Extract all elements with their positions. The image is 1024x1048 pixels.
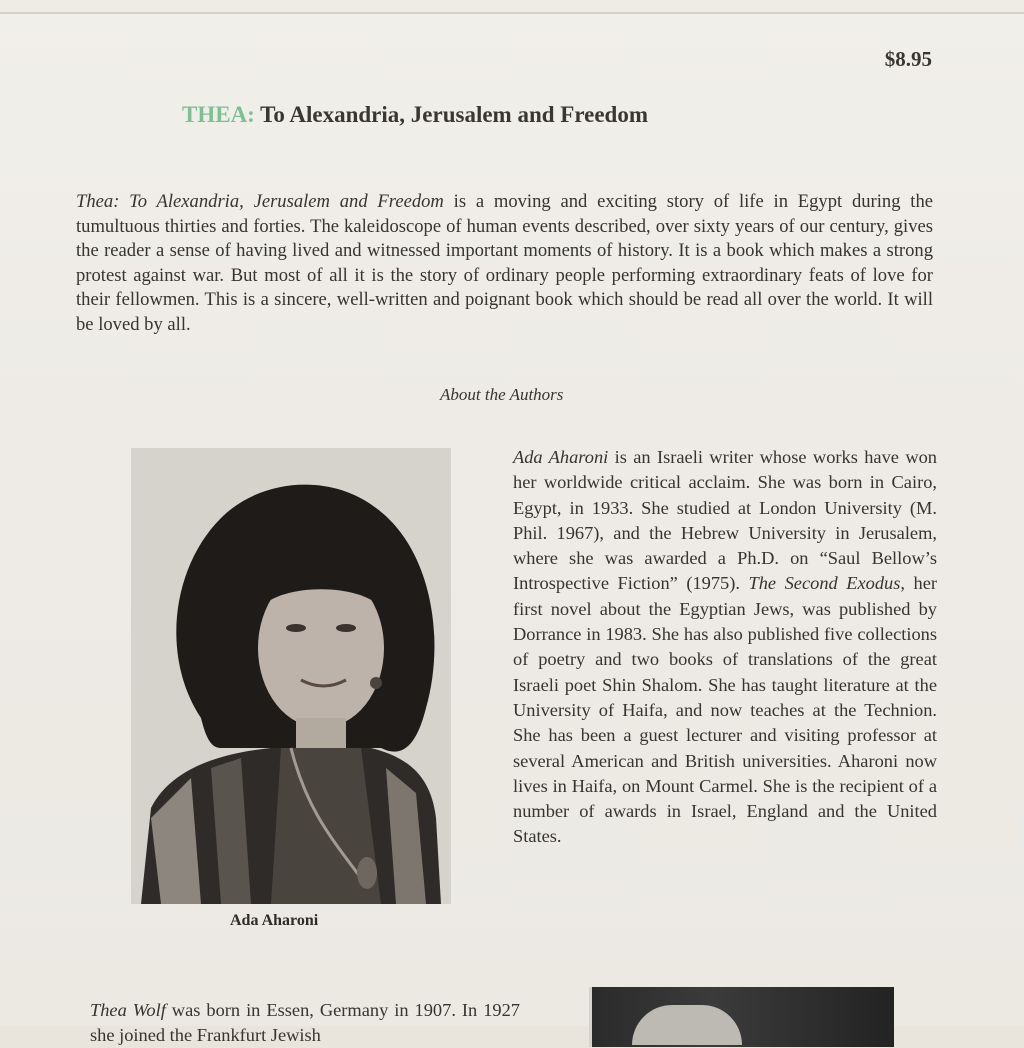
bio2-author-name: Thea Wolf [90,1000,166,1020]
blurb-text: is a moving and exciting story of life in Egypt during the tumultuous thirties and forties. The kaleidoscope of human events described, over sixty years of our century, gives the reader a sense of having lived and witnessed important moments of history. It is a book which makes a strong protest against war. But most of all it is the story of ordinary people performing extraordinary feats of love for their fellowmen. This is a sincere, well-written and poignant book which should be read all over the world. It will be loved by all. [76,191,933,335]
author-bio-thea [90,998,520,1048]
author-photo-caption: Ada Aharoni [230,912,319,929]
bio2-text: was born in Essen, Germany in 1907. In 1927 she joined the Frankfurt Jewish [90,1000,520,1045]
portrait-photo-icon [131,448,451,904]
bio-text-part2: her first novel about the Egyptian Jews, was published by Dorrance in 1983. She has also published five collections of poetry and two books of translations of the great Israeli poet Shin Shalom. She has taught literature at the University of Haifa, and now teaches at the Technion. She has been a guest lecturer and visiting professor at several American and British universities. Aharoni now lives in Haifa, on Mount Carmel. She is the recipient of a number of awards in Israel, England and the United States. [513,573,937,847]
bio-book-title: The Second Exodus, [748,573,905,594]
title-subtitle: To Alexandria, Jerusalem and Freedom [254,102,648,127]
blurb-italic-title: Thea: To Alexandria, Jerusalem and Freedom [76,191,444,212]
book-back-cover [0,12,1024,1045]
portrait-photo-icon [632,1005,742,1045]
author-bio-ada [513,445,937,850]
bio-text-part1: is an Israeli writer whose works have won her worldwide critical acclaim. She was born in Cairo, Egypt, in 1933. She studied at London University (M. Phil. 1967), and the Hebrew University in Jerusalem, where she was awarded a Ph.D. on “Saul Bellow’s Introspective Fiction” (1975). [513,447,937,594]
bio-author-name: Ada Aharoni [513,447,609,467]
book-title [182,102,648,128]
about-authors-heading: About the Authors [440,385,564,404]
author-portrait-photo [131,448,451,904]
second-author-photo [589,987,894,1047]
book-blurb [76,190,933,338]
title-thea: THEA: [182,102,255,127]
price-label: $8.95 [884,47,932,71]
